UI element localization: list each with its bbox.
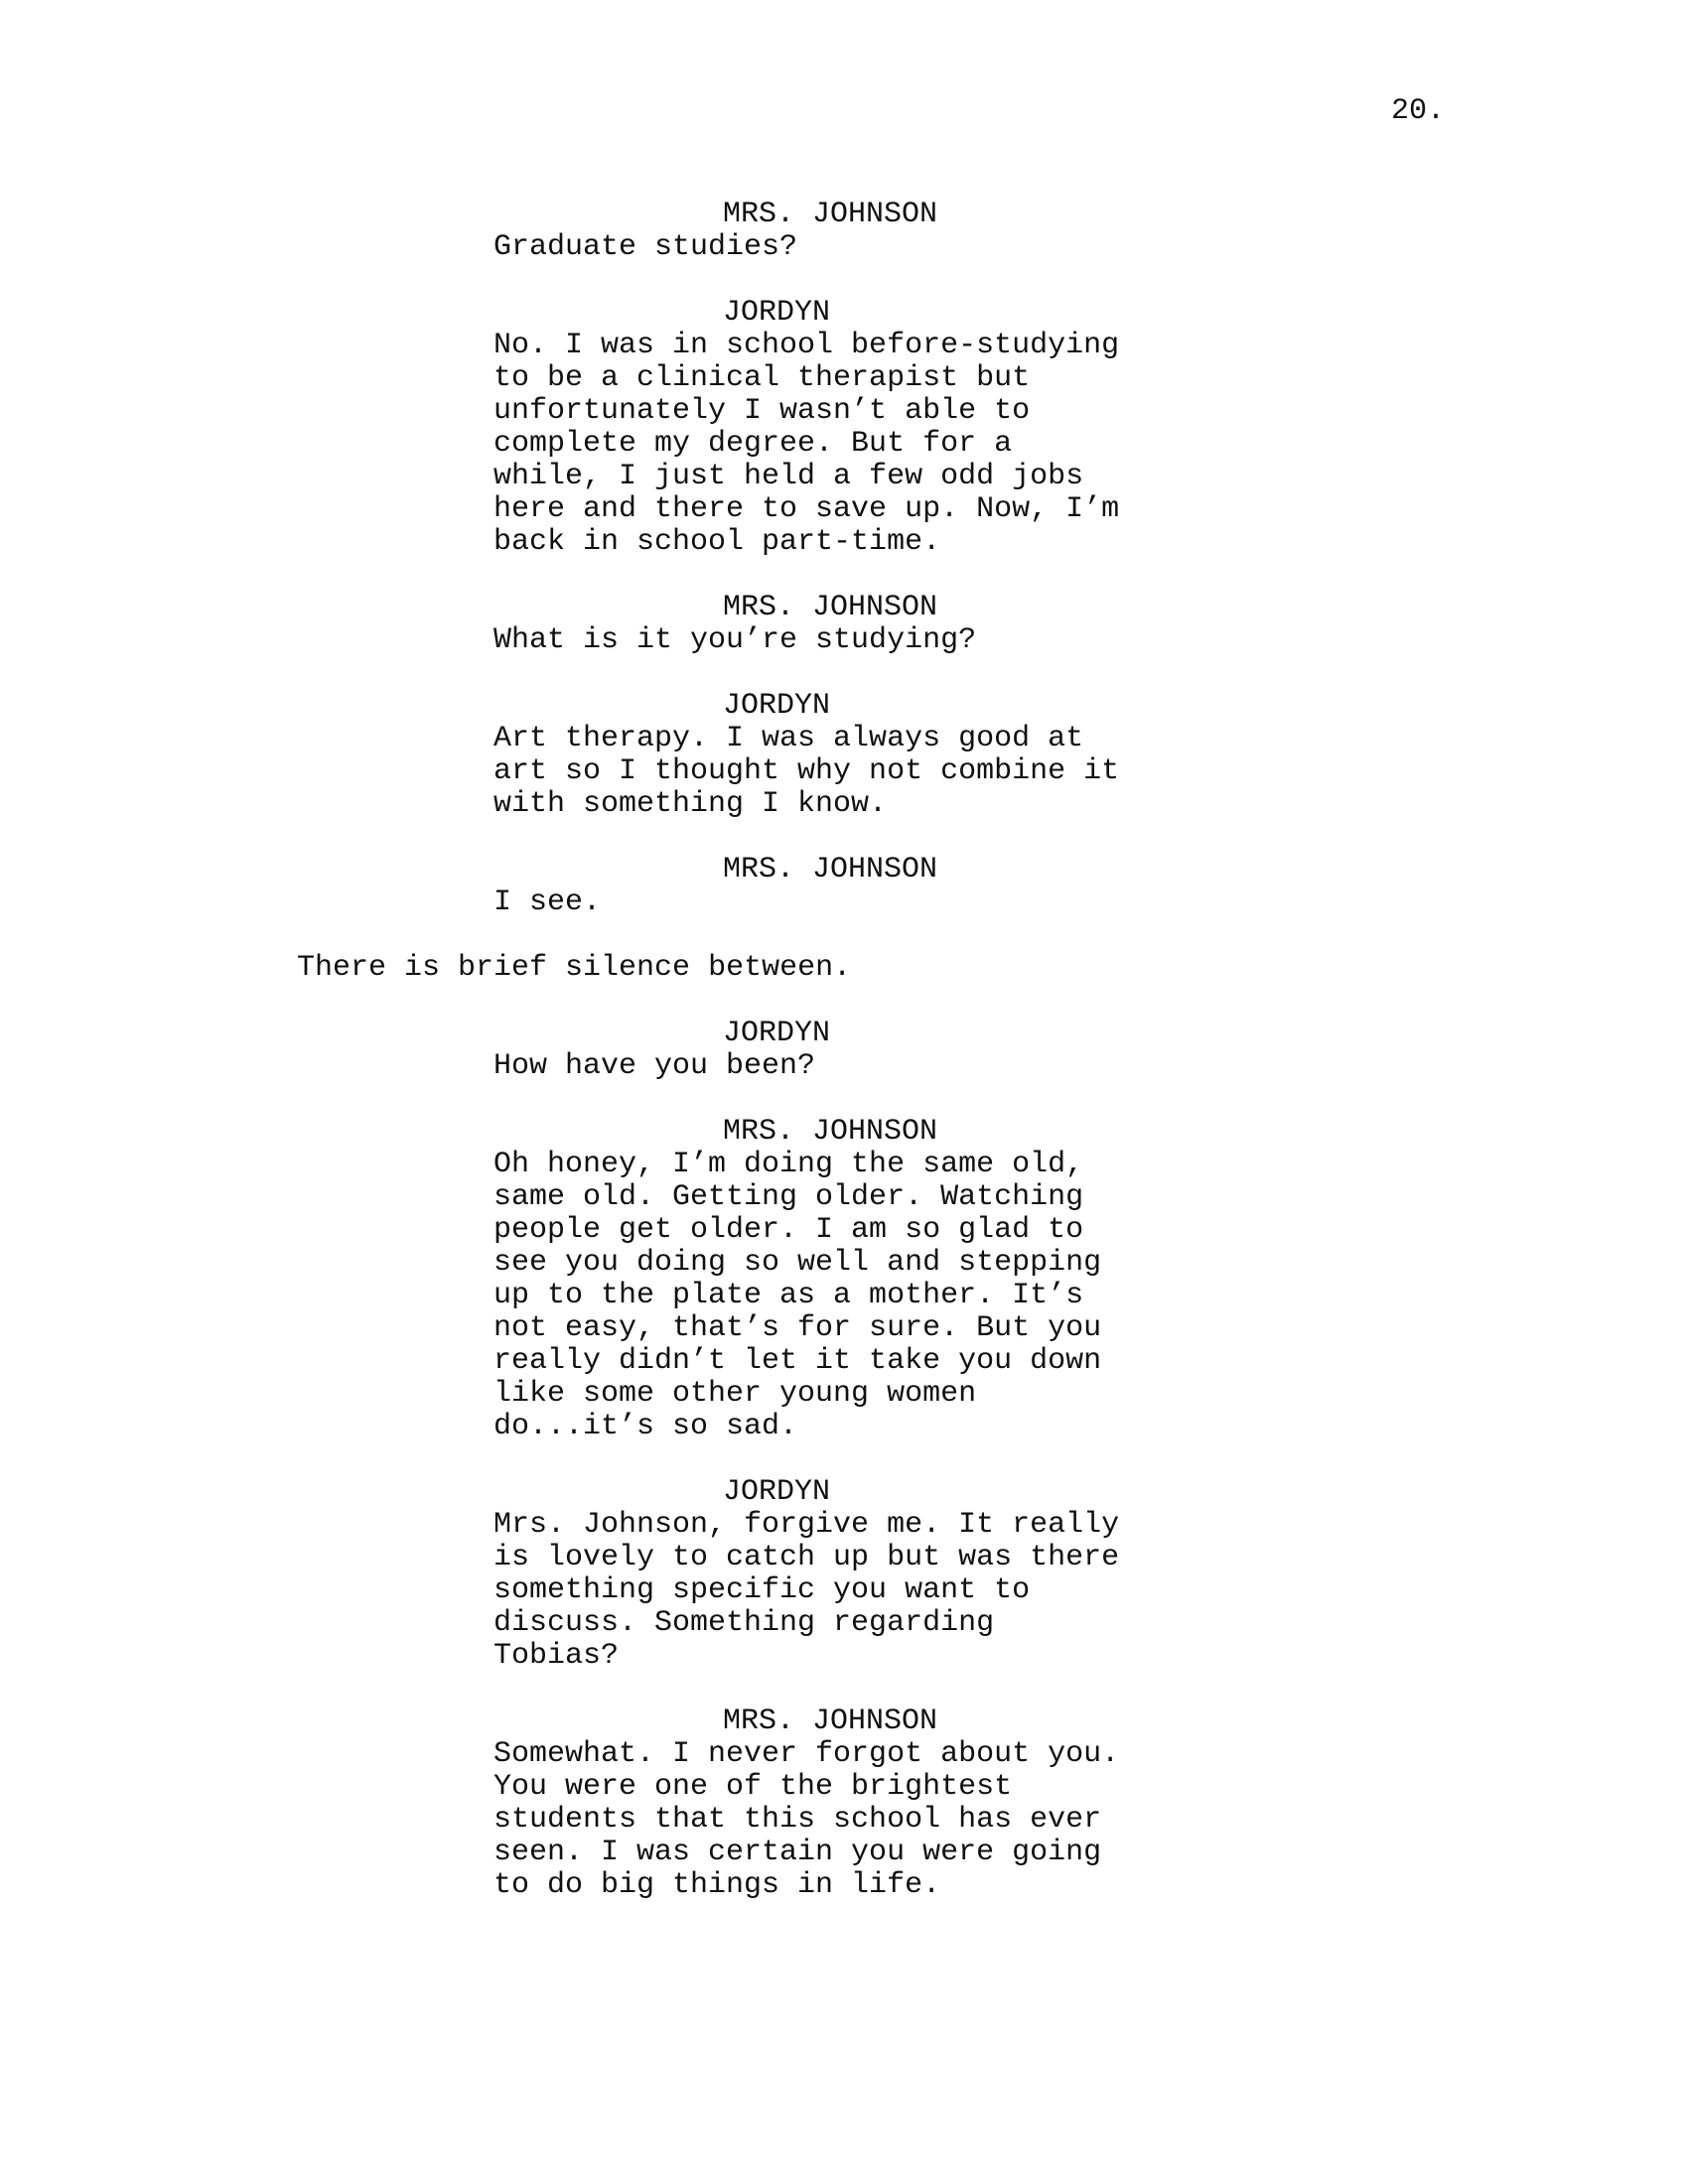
dialogue-line: complete my degree. But for a [493, 427, 1013, 461]
dialogue-line: Somewhat. I never forgot about you. [493, 1737, 1120, 1771]
dialogue-block [0, 1706, 1688, 1902]
dialogue-text [493, 330, 1189, 559]
dialogue-line: seen. I was certain you were going [493, 1836, 1102, 1869]
character-name: JORDYN [723, 296, 831, 330]
dialogue-line: while, I just held a few odd jobs [493, 460, 1084, 493]
dialogue-line: No. I was in school before-studying [493, 329, 1120, 362]
dialogue-block [0, 1018, 1688, 1083]
action-block [0, 952, 1688, 985]
dialogue-line: not easy, that’s for sure. But you [493, 1311, 1102, 1345]
dialogue-line: here and there to save up. Now, I’m [493, 492, 1120, 526]
character-name: MRS. JOHNSON [723, 1115, 938, 1149]
dialogue-text [493, 1738, 1189, 1902]
dialogue-line: do...it’s so sad. [493, 1410, 798, 1443]
dialogue-block [0, 1116, 1688, 1443]
dialogue-block [0, 592, 1688, 657]
dialogue-line: to be a clinical therapist but [493, 361, 1031, 395]
dialogue-block [0, 854, 1688, 919]
dialogue-line: Mrs. Johnson, forgive me. It really [493, 1508, 1120, 1542]
dialogue-line: I see. [493, 886, 602, 919]
dialogue-line: What is it you’re studying? [493, 623, 977, 657]
dialogue-text [493, 624, 1189, 657]
dialogue-text [493, 723, 1189, 821]
character-name: JORDYN [723, 1475, 831, 1509]
dialogue-text [493, 231, 1189, 264]
dialogue-line: with something I know. [493, 787, 888, 821]
dialogue-line: discuss. Something regarding [493, 1606, 995, 1640]
dialogue-line: art so I thought why not combine it [493, 754, 1120, 788]
dialogue-line: is lovely to catch up but was there [493, 1541, 1120, 1574]
dialogue-block [0, 297, 1688, 559]
dialogue-text [493, 1149, 1189, 1443]
dialogue-text [493, 887, 1189, 919]
dialogue-block [0, 1476, 1688, 1673]
character-name: MRS. JOHNSON [723, 591, 938, 624]
dialogue-block [0, 690, 1688, 821]
character-name: JORDYN [723, 1017, 831, 1050]
dialogue-line: really didn’t let it take you down [493, 1344, 1102, 1378]
dialogue-line: people get older. I am so glad to [493, 1213, 1084, 1247]
dialogue-line: Oh honey, I’m doing the same old, [493, 1148, 1084, 1181]
character-name: MRS. JOHNSON [723, 1705, 938, 1738]
dialogue-line: something specific you want to [493, 1573, 1031, 1607]
dialogue-text [493, 1050, 1189, 1083]
dialogue-line: like some other young women [493, 1377, 977, 1411]
dialogue-line: You were one of the brightest [493, 1770, 1013, 1804]
dialogue-line: How have you been? [493, 1049, 816, 1083]
dialogue-line: Graduate studies? [493, 230, 798, 264]
dialogue-line: students that this school has ever [493, 1803, 1102, 1837]
screenplay-body [0, 199, 1688, 1935]
dialogue-line: same old. Getting older. Watching [493, 1180, 1084, 1214]
character-name: MRS. JOHNSON [723, 853, 938, 887]
dialogue-line: back in school part-time. [493, 525, 941, 559]
character-name: JORDYN [723, 689, 831, 723]
dialogue-text [493, 1509, 1189, 1673]
character-name: MRS. JOHNSON [723, 198, 938, 231]
dialogue-line: up to the plate as a mother. It’s [493, 1279, 1084, 1312]
page-number: 20. [1390, 94, 1445, 128]
dialogue-line: Art therapy. I was always good at [493, 722, 1084, 755]
action-text: There is brief silence between. [297, 951, 852, 985]
dialogue-line: unfortunately I wasn’t able to [493, 394, 1031, 428]
dialogue-block [0, 199, 1688, 264]
dialogue-line: Tobias? [493, 1639, 620, 1673]
dialogue-line: see you doing so well and stepping [493, 1246, 1102, 1280]
dialogue-line: to do big things in life. [493, 1868, 941, 1902]
